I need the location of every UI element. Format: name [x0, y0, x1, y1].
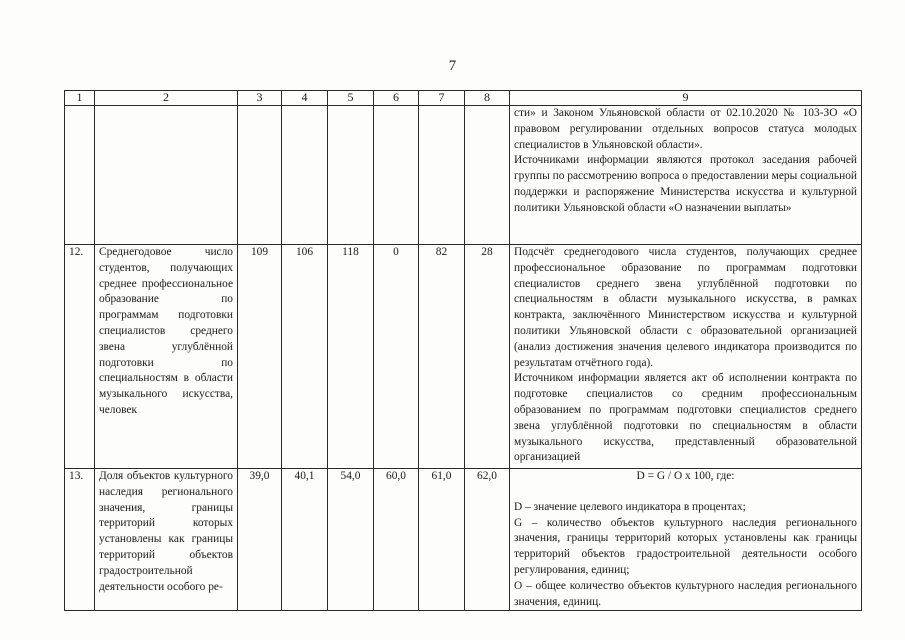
description-paragraph: Источниками информации являются протокол заседания рабочей группы по рассмотрению вопроса о предоставлении меры социальной поддержки и распоряжение Министерства искусства и культурной политики Ульяновской области «О назначении выплаты» [514, 154, 857, 214]
description-paragraph: O – общее количество объектов культурного наследия регионального значения, единиц. [514, 579, 857, 608]
value-cell [419, 106, 465, 245]
method-description [510, 469, 862, 611]
indicator-name [95, 106, 238, 245]
page-number: 7 [448, 58, 457, 74]
indicator-table [64, 90, 862, 611]
description-paragraph: сти» и Законом Ульяновской области от 02.10.2020 № 103-ЗО «О правовом регулировании отдельных вопросов статуса молодых специалистов в Ульяновской области». [514, 107, 857, 151]
value-cell: 82 [419, 245, 465, 469]
formula: D = G / O x 100, где: [636, 470, 735, 482]
table-row [65, 106, 862, 245]
column-header: 9 [510, 91, 862, 106]
column-header: 5 [328, 91, 374, 106]
column-header: 3 [238, 91, 282, 106]
value-cell: 61,0 [419, 469, 465, 611]
value-cell [238, 106, 282, 245]
row-index [65, 106, 95, 245]
value-cell: 62,0 [465, 469, 510, 611]
value-cell: 109 [238, 245, 282, 469]
value-cell: 60,0 [374, 469, 419, 611]
table-row [65, 469, 862, 611]
table-row [65, 245, 862, 469]
value-cell [465, 106, 510, 245]
row-index: 13. [65, 469, 95, 611]
value-cell [374, 106, 419, 245]
description-paragraph: Подсчёт среднегодового числа студентов, получающих среднее профессиональное образование по программам подготовки специалистов среднего звена углублённой подготовки по специальностям в области музыкального искусства, в рамках контракта, заключённого Министерством искусства и культурной политики Ульяновской области с образовательной организацией (анализ достижения значения целевого индикатора производится по результатам отчётного года). [514, 246, 857, 369]
column-header: 6 [374, 91, 419, 106]
column-header: 1 [65, 91, 95, 106]
method-description [510, 106, 862, 245]
indicator-name: Среднегодовое число студентов, получающих среднее профессиональное образование по программам подготовки специалистов среднего звена углублённой подготовки по специальностям в области музыкального искусства, человек [95, 245, 238, 469]
value-cell: 39,0 [238, 469, 282, 611]
column-header: 2 [95, 91, 238, 106]
description-paragraph: Источником информации является акт об исполнении контракта по подготовке специалистов со средним профессиональным образованием по программам подготовки специалистов среднего звена углублённой подготовки по специальностям в области музыкального искусства, представленный образовательной организацией [514, 372, 857, 464]
value-cell [282, 106, 328, 245]
description-paragraph: G – количество объектов культурного наследия регионального значения, границы территорий которых установлены как границы территорий объектов градостроительной деятельности особого регулирования, единиц; [514, 516, 857, 576]
indicator-name: Доля объектов культурного наследия регионального значения, границы территорий которых установлены как границы территорий объектов градостроительной деятельности особого ре- [95, 469, 238, 611]
value-cell [328, 106, 374, 245]
column-header: 8 [465, 91, 510, 106]
header-row [65, 91, 862, 106]
value-cell: 118 [328, 245, 374, 469]
column-header: 7 [419, 91, 465, 106]
value-cell: 54,0 [328, 469, 374, 611]
value-cell: 0 [374, 245, 419, 469]
value-cell: 40,1 [282, 469, 328, 611]
column-header: 4 [282, 91, 328, 106]
value-cell: 28 [465, 245, 510, 469]
method-description [510, 245, 862, 469]
description-paragraph: D – значение целевого индикатора в процентах; [514, 500, 746, 513]
value-cell: 106 [282, 245, 328, 469]
row-index: 12. [65, 245, 95, 469]
